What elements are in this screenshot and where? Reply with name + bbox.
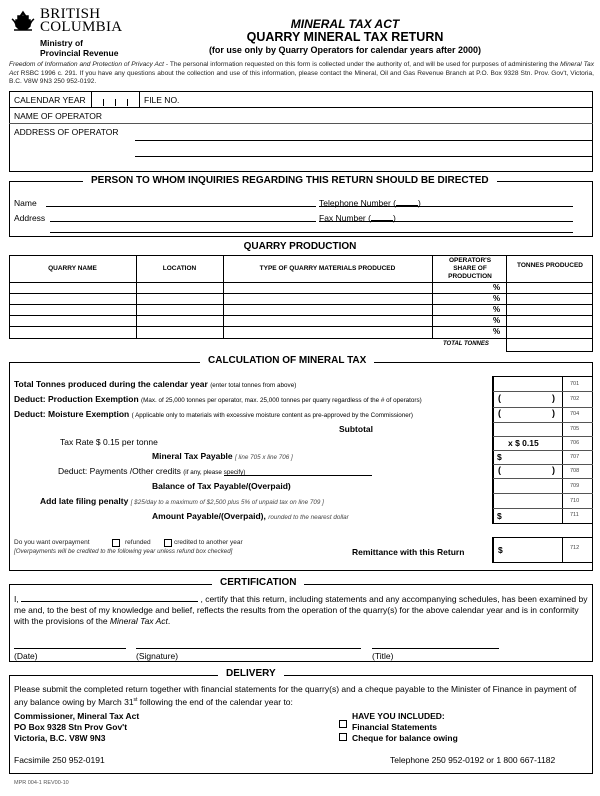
- refunded-label: refunded: [125, 539, 151, 546]
- line-704-label: Deduct: Moisture Exemption ( Applicable only to materials with excessive moisture content as pre-approved by the Commissioner): [14, 409, 413, 419]
- overpayment-question: Do you want overpayment: [14, 539, 90, 546]
- fax-input[interactable]: [319, 221, 573, 222]
- inquiry-address-line-2[interactable]: [50, 232, 573, 233]
- certifier-name-input[interactable]: [21, 593, 198, 602]
- form-code: MPR 004-1 REV00-10: [14, 780, 69, 786]
- foip-act: Mineral Tax Act: [9, 61, 595, 77]
- overpayment-note: [Overpayments will be credited to the following year unless refund box checked]: [14, 548, 233, 555]
- inquiry-address-label: Address: [14, 213, 46, 223]
- divider: [91, 91, 92, 107]
- inquiry-name-label: Name: [14, 198, 37, 208]
- telephone-label: Telephone Number ( ): [319, 198, 421, 208]
- tax-rate-value: x $ 0.15: [508, 438, 539, 448]
- divider: [9, 107, 593, 108]
- foip-text2: RSBC 1996 c. 291. If you have any questions about the collection and use of this information, please contact the Mineral, Oil and Gas Revenue Branch at P.O. Box 9328 Stn. Prov. Gov't, Victoria, B.C. V8W 9N3 250 952-0192.: [9, 69, 594, 86]
- dollar-sign: $: [497, 452, 502, 462]
- address-line-2[interactable]: [135, 156, 593, 157]
- paren-open: (: [498, 393, 501, 403]
- line-708-specify-input[interactable]: [224, 475, 372, 476]
- signature-label: (Signature): [136, 651, 179, 661]
- line-701-label: Total Tonnes produced during the calendar year (enter total tonnes from above): [14, 379, 297, 389]
- ministry-line2: Provincial Revenue: [40, 47, 119, 58]
- foip-lead: Freedom of Information and Protection of Privacy Act: [9, 61, 165, 68]
- file-no-input[interactable]: [190, 93, 590, 106]
- telephone-input[interactable]: [319, 206, 573, 207]
- logo-british: BRITISH: [40, 6, 101, 22]
- delivery-title: DELIVERY: [218, 668, 284, 679]
- financial-statements-label: Financial Statements: [352, 722, 438, 732]
- share-pct-1[interactable]: %: [493, 283, 501, 292]
- line-705-number: 705: [570, 426, 580, 432]
- operator-address-label: ADDRESS OF OPERATOR: [14, 127, 119, 137]
- inquiry-address-input[interactable]: [50, 221, 316, 222]
- date-label: (Date): [14, 651, 38, 661]
- divider: [9, 123, 593, 124]
- cheque-checkbox[interactable]: [339, 733, 347, 741]
- share-pct-4[interactable]: %: [493, 316, 501, 325]
- line-710-number: 710: [570, 498, 580, 504]
- inquiry-name-input[interactable]: [46, 206, 316, 207]
- financial-statements-checkbox[interactable]: [339, 720, 347, 728]
- fax-label: Fax Number ( ): [319, 213, 396, 223]
- signature-input[interactable]: [136, 648, 361, 649]
- form-title: QUARRY MINERAL TAX RETURN: [246, 30, 444, 44]
- line-708-label: Deduct: Payments /Other credits (if any, please specify): [58, 466, 246, 476]
- credited-label: credited to another year: [174, 539, 243, 546]
- line-704-number: 704: [570, 411, 580, 417]
- address-line-2: PO Box 9328 Stn Prov Gov't: [14, 722, 128, 732]
- line-707-label: Mineral Tax Payable [ line 705 x line 706 ]: [152, 451, 293, 461]
- checklist-title: HAVE YOU INCLUDED:: [352, 711, 445, 721]
- total-tonnes-input[interactable]: [507, 340, 592, 351]
- cheque-label: Cheque for balance owing: [352, 733, 458, 743]
- line-711-label: Amount Payable/(Overpaid), rounded to the nearest dollar: [152, 511, 349, 521]
- form-subtitle: (for use only by Quarry Operators for calendar years after 2000): [208, 45, 482, 55]
- col-tonnes: TONNES PRODUCED: [517, 262, 583, 269]
- share-pct-2[interactable]: %: [493, 294, 501, 303]
- paren-close: ): [552, 465, 555, 475]
- line-702-label: Deduct: Production Exemption (Max. of 25,000 tonnes per operator, max. 25,000 tonnes per quarry regardless of the # of operators): [14, 394, 422, 404]
- calendar-year-input[interactable]: [95, 93, 137, 106]
- title-input[interactable]: [372, 648, 499, 649]
- paren-open: (: [498, 408, 501, 418]
- logo-columbia: COLUMBIA: [40, 19, 123, 35]
- address-line-1[interactable]: [135, 140, 593, 141]
- dollar-sign: $: [498, 545, 503, 555]
- certification-title: CERTIFICATION: [212, 577, 304, 588]
- line-709-number: 709: [570, 483, 580, 489]
- calendar-year-label: CALENDAR YEAR: [14, 95, 86, 105]
- delivery-address: [14, 711, 139, 744]
- divider: [139, 91, 140, 107]
- production-title: QUARRY PRODUCTION: [243, 241, 357, 252]
- col-location: LOCATION: [162, 265, 197, 272]
- paren-close: ): [552, 408, 555, 418]
- remittance-label: Remittance with this Return: [352, 547, 465, 557]
- line-710-label: Add late filing penalty [ $25/day to a maximum of $2,500 plus 5% of unpaid tax on line 709 ]: [40, 496, 324, 506]
- telephone: Telephone 250 952-0192 or 1 800 667-1182: [390, 755, 556, 765]
- line-706-number: 706: [570, 440, 580, 446]
- col-material-type: TYPE OF QUARRY MATERIALS PRODUCED: [259, 265, 396, 272]
- foip-notice: [9, 61, 594, 87]
- refunded-checkbox[interactable]: [112, 539, 120, 547]
- line-705-label: Subtotal: [339, 424, 373, 434]
- facsimile: Facsimile 250 952-0191: [14, 755, 105, 765]
- operator-name-input[interactable]: [110, 109, 590, 122]
- line-707-number: 707: [570, 454, 580, 460]
- divider: [562, 537, 563, 563]
- line-712-number: 712: [570, 545, 580, 551]
- inquiries-box: [9, 181, 593, 237]
- date-input[interactable]: [14, 648, 126, 649]
- certification-text: I, , certify that this return, including statements and any accompanying schedules, has been examined by me and, to the best of my knowledge and belief, reflects the results from the operation of the quarry(s) for the above calendar year and is in conformity with the provisions of the Mineral Tax Act.: [14, 594, 588, 626]
- total-tonnes-label: TOTAL TONNES: [443, 341, 489, 347]
- ministry-line1: Ministry of: [40, 38, 83, 48]
- line-701-number: 701: [570, 381, 580, 387]
- dollar-sign: $: [497, 511, 502, 521]
- production-table: [9, 255, 593, 352]
- line-706-label: Tax Rate $ 0.15 per tonne: [60, 437, 158, 447]
- title-label: (Title): [372, 651, 394, 661]
- line-702-number: 702: [570, 396, 580, 402]
- line-709-label: Balance of Tax Payable/(Overpaid): [152, 481, 291, 491]
- foip-text1: - The personal information requested on this form is collected under the authority of, and will be used for purposes of administering the: [164, 61, 561, 68]
- delivery-instructions: Please submit the completed return together with financial statements for the quarry(s) and a cheque payable to the Minister of Finance in payment of any balance owing by March 31st following the end of the calendar year to:: [14, 684, 577, 707]
- file-no-label: FILE NO.: [144, 95, 180, 105]
- paren-open: (: [498, 465, 501, 475]
- paren-close: ): [552, 393, 555, 403]
- share-pct-3[interactable]: %: [493, 305, 501, 314]
- calculation-title: CALCULATION OF MINERAL TAX: [200, 355, 374, 366]
- line-711-number: 711: [570, 512, 579, 518]
- bc-crest-icon: [10, 10, 36, 36]
- act-title: MINERAL TAX ACT: [290, 17, 400, 31]
- col-operator-share: OPERATOR'S SHARE OF PRODUCTION: [448, 257, 492, 280]
- credited-checkbox[interactable]: [164, 539, 172, 547]
- col-quarry-name: QUARRY NAME: [48, 265, 97, 272]
- operator-name-label: NAME OF OPERATOR: [14, 111, 103, 121]
- address-line-1: Commissioner, Mineral Tax Act: [14, 711, 140, 721]
- line-708-number: 708: [570, 468, 580, 474]
- inquiries-title: PERSON TO WHOM INQUIRIES REGARDING THIS RETURN SHOULD BE DIRECTED: [83, 175, 497, 186]
- ministry-name: [40, 39, 118, 58]
- share-pct-5[interactable]: %: [493, 327, 501, 336]
- address-line-3: Victoria, B.C. V8W 9N3: [14, 733, 106, 743]
